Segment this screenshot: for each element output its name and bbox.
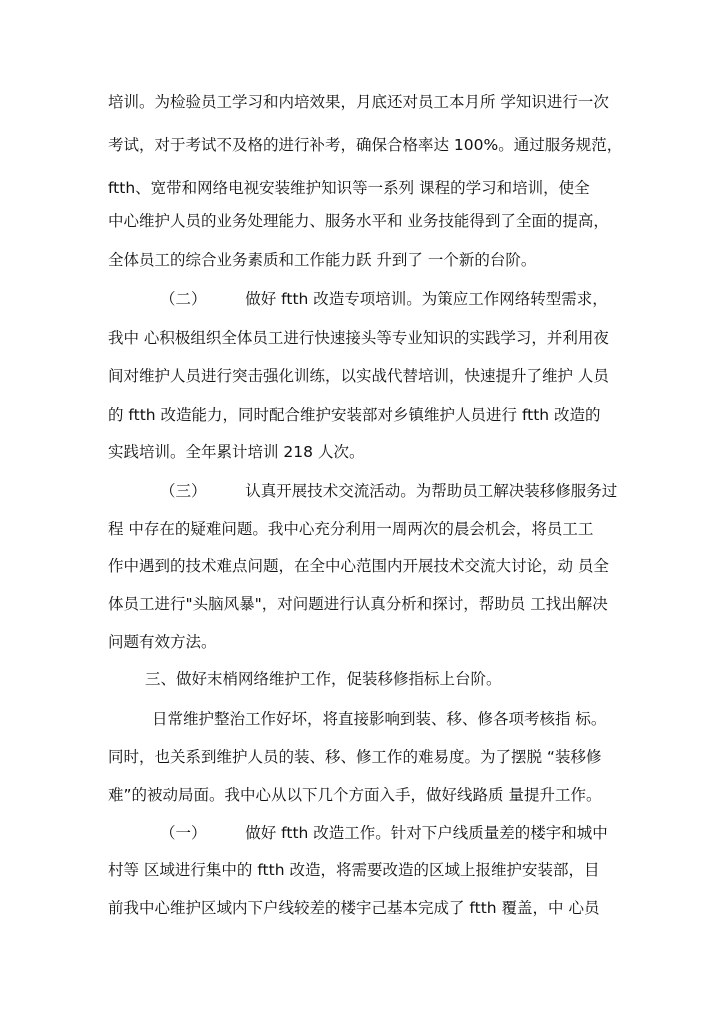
text-line: ftth、宽带和网络电视安装维护知识等一系列 课程的学习和培训，使全	[108, 179, 590, 197]
text-line: 村等 区域进行集中的 ftth 改造，将需要改造的区域上报维护安装部，目	[108, 861, 600, 879]
text-line: 培训。为检验员工学习和内培效果，月底还对员工本月所 学知识进行一次	[108, 93, 609, 111]
text-line: 我中 心积极组织全体员工进行快速接头等专业知识的实践学习，并利用夜	[108, 329, 609, 347]
text-line: 中心维护人员的业务处理能力、服务水平和 业务技能得到了全面的提高，	[108, 212, 609, 230]
text-line: 的 ftth 改造能力，同时配合维护安装部对乡镇维护人员进行 ftth 改造的	[108, 406, 601, 424]
text-line: 前我中心维护区域内下户线较差的楼宇己基本完成了 ftth 覆盖，中 心员	[108, 899, 600, 917]
text-line: 日常维护整治工作好坏，将直接影响到装、移、修各项考核指 标。	[152, 710, 607, 728]
text-line: 程 中存在的疑难问题。我中心充分利用一周两次的晨会机会，将员工工	[108, 520, 594, 538]
text-line: 作中遇到的技术难点问题，在全中心范围内开展技术交流大讨论，动 员全	[108, 557, 609, 575]
subsection-heading: （三） 认真开展技术交流活动。为帮助员工解决装移修服务过	[160, 482, 618, 500]
subsection-heading: （一） 做好 ftth 改造工作。针对下户线质量差的楼宇和城中	[160, 824, 608, 842]
section-heading: 三、做好末梢网络维护工作，促装移修指标上台阶。	[145, 670, 502, 688]
subsection-heading: （二） 做好 ftth 改造专项培训。为策应工作网络转型需求，	[160, 290, 608, 308]
text-line: 难”的被动局面。我中心从以下几个方面入手，做好线路质 量提升工作。	[108, 786, 602, 804]
text-line: 实践培训。全年累计培训 218 人次。	[108, 443, 365, 461]
text-line: 考试，对于考试不及格的进行补考，确保合格率达 100%。通过服务规范，	[108, 136, 623, 154]
text-line: 间对维护人员进行突击强化训练，以实战代替培训，快速提升了维护 人员	[108, 367, 609, 385]
text-line: 体员工进行"头脑风暴"，对问题进行认真分析和探讨，帮助员 工找出解决	[108, 595, 608, 613]
text-line: 同时，也关系到维护人员的装、移、修工作的难易度。为了摆脱 “装移修	[108, 748, 602, 766]
text-line: 全体员工的综合业务素质和工作能力跃 升到了 一个新的台阶。	[108, 251, 537, 269]
text-line: 问题有效方法。	[108, 633, 217, 651]
